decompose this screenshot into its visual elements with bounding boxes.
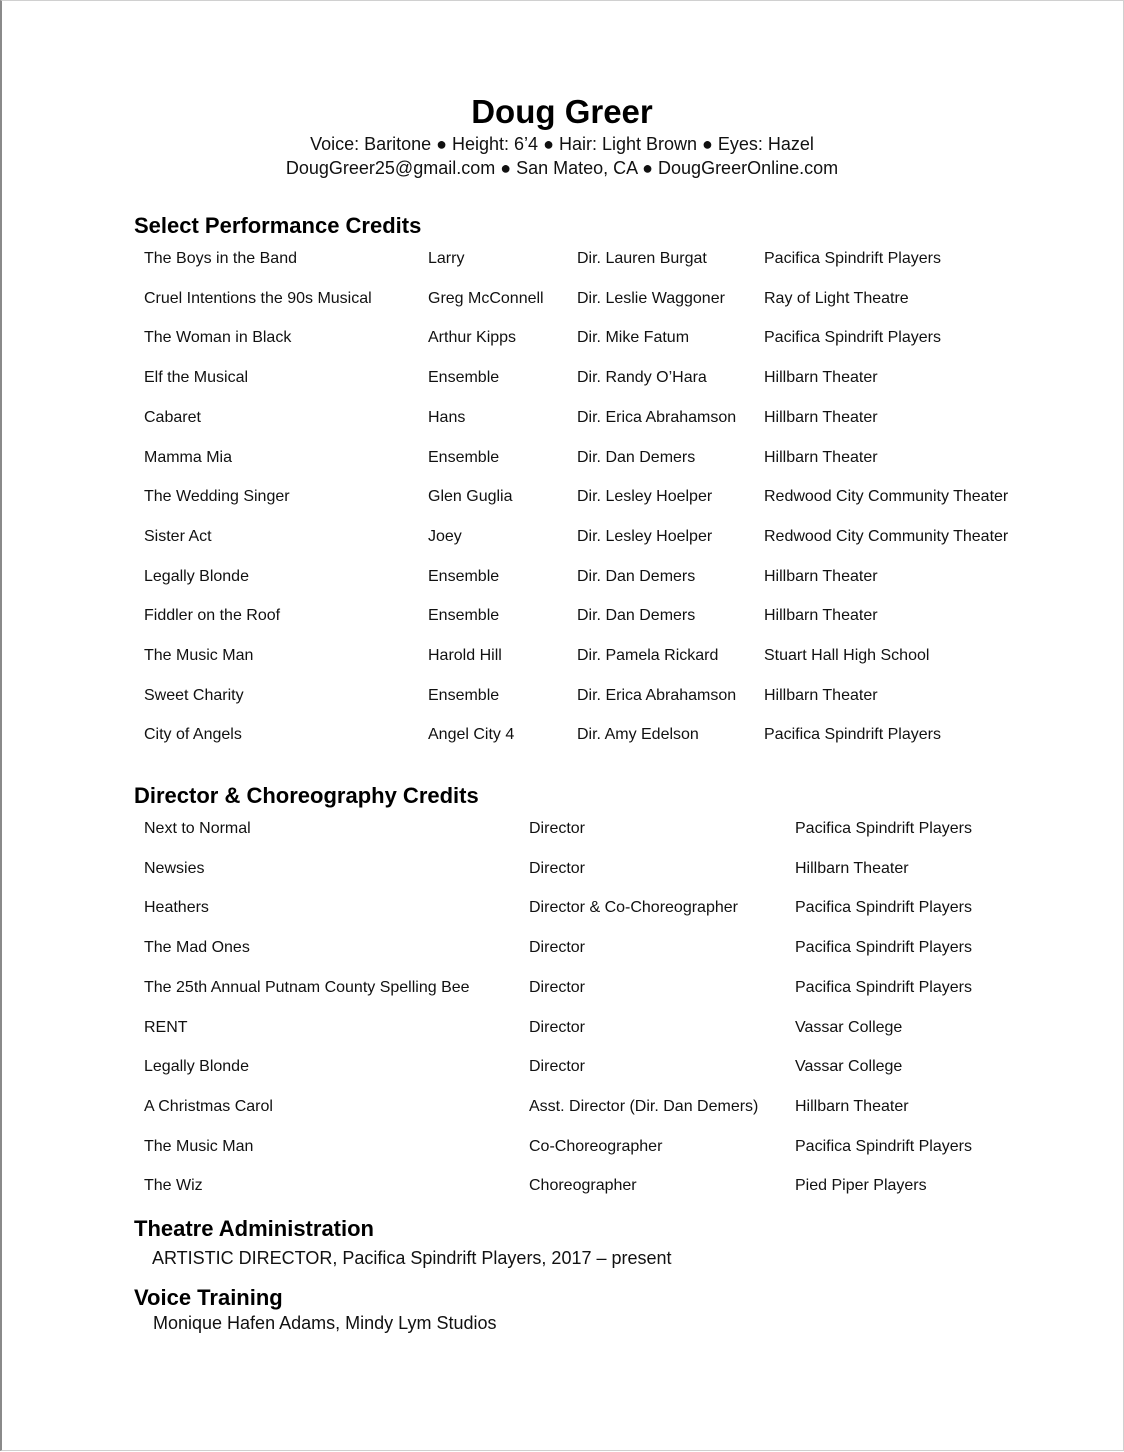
performance-credit-company: Ray of Light Theatre <box>764 289 909 307</box>
administration-entry: ARTISTIC DIRECTOR, Pacifica Spindrift Players, 2017 – present <box>152 1248 672 1268</box>
performance-credit-row <box>144 367 1044 389</box>
director-credit-show: The Music Man <box>144 1137 254 1155</box>
performance-credit-show: Legally Blonde <box>144 567 249 585</box>
performance-credit-row <box>144 566 1044 588</box>
performance-credit-row <box>144 327 1044 349</box>
director-credit-role: Director <box>529 820 586 837</box>
performance-credit-role: Larry <box>428 250 465 267</box>
performance-credit-row <box>144 248 1044 270</box>
performance-credit-role: Joey <box>428 527 462 545</box>
performance-credit-director: Dir. Mike Fatum <box>577 329 690 347</box>
director-credit-role: Director <box>529 859 586 877</box>
performance-credit-director: Dir. Leslie Waggoner <box>577 289 725 307</box>
director-credit-show: The 25th Annual Putnam County Spelling Bee <box>144 978 470 996</box>
performance-credit-row <box>144 447 1044 469</box>
performance-credits-title: Select Performance Credits <box>134 213 422 238</box>
director-credit-company: Pied Piper Players <box>795 1177 927 1195</box>
director-credit-role: Director <box>529 978 586 996</box>
performance-credit-director: Dir. Dan Demers <box>577 607 696 625</box>
performance-credit-row <box>144 605 1044 627</box>
performance-credit-company: Hillbarn Theater <box>764 448 878 466</box>
performance-credit-row <box>144 526 1044 548</box>
director-credit-role: Asst. Director (Dir. Dan Demers) <box>529 1097 759 1115</box>
performance-credit-director: Dir. Randy O’Hara <box>577 369 707 387</box>
performance-credit-show: Sweet Charity <box>144 686 244 704</box>
performance-credit-row <box>144 407 1044 429</box>
performance-credit-role: Ensemble <box>428 607 500 625</box>
director-credit-row <box>144 858 1044 880</box>
performance-credit-company: Pacifica Spindrift Players <box>764 329 941 347</box>
director-credit-show: Newsies <box>144 859 205 877</box>
performance-credit-role: Angel City 4 <box>428 726 515 744</box>
performance-credit-company: Hillbarn Theater <box>764 369 878 387</box>
director-credit-role: Director & Co-Choreographer <box>529 899 738 917</box>
performance-credit-director: Dir. Amy Edelson <box>577 726 699 744</box>
performance-credit-show: The Boys in the Band <box>144 250 297 267</box>
director-credit-company: Pacifica Spindrift Players <box>795 820 972 837</box>
director-credit-row <box>144 1136 1044 1158</box>
performance-credit-director: Dir. Lesley Hoelper <box>577 488 713 506</box>
performance-credit-company: Hillbarn Theater <box>764 408 878 426</box>
director-credit-row <box>144 1175 1044 1197</box>
performance-credit-show: City of Angels <box>144 726 242 744</box>
resume-header <box>0 92 1124 180</box>
performance-credit-director: Dir. Lauren Burgat <box>577 250 707 267</box>
director-credit-row <box>144 897 1044 919</box>
director-credit-show: A Christmas Carol <box>144 1097 273 1115</box>
director-credit-show: Next to Normal <box>144 820 251 837</box>
performance-credit-row <box>144 685 1044 707</box>
director-credit-row <box>144 818 1044 840</box>
performance-credit-row <box>144 724 1044 746</box>
voice-training-title: Voice Training <box>134 1285 283 1310</box>
performance-credit-company: Pacifica Spindrift Players <box>764 250 941 267</box>
performance-credit-director: Dir. Lesley Hoelper <box>577 527 713 545</box>
performance-credit-show: Cruel Intentions the 90s Musical <box>144 289 372 307</box>
performance-credit-company: Pacifica Spindrift Players <box>764 726 941 744</box>
director-credit-role: Director <box>529 1018 586 1036</box>
director-credit-show: RENT <box>144 1018 188 1036</box>
performance-credit-role: Ensemble <box>428 567 500 585</box>
director-credit-row <box>144 1017 1044 1039</box>
performance-credit-director: Dir. Dan Demers <box>577 448 696 466</box>
performer-name: Doug Greer <box>471 93 653 130</box>
director-credit-company: Hillbarn Theater <box>795 1097 909 1115</box>
director-credit-company: Pacifica Spindrift Players <box>795 939 972 957</box>
stats-line: Voice: Baritone ● Height: 6’4 ● Hair: Light Brown ● Eyes: Hazel <box>310 134 814 154</box>
director-credit-show: Legally Blonde <box>144 1058 249 1076</box>
director-credit-company: Vassar College <box>795 1018 903 1036</box>
performance-credit-role: Hans <box>428 408 466 426</box>
performance-credit-director: Dir. Erica Abrahamson <box>577 686 737 704</box>
director-credits-title: Director & Choreography Credits <box>134 783 479 808</box>
director-credit-company: Pacifica Spindrift Players <box>795 978 972 996</box>
performance-credit-company: Hillbarn Theater <box>764 607 878 625</box>
director-credit-row <box>144 1096 1044 1118</box>
director-credit-role: Director <box>529 1058 586 1076</box>
performance-credit-director: Dir. Pamela Rickard <box>577 647 719 664</box>
director-credit-row <box>144 937 1044 959</box>
performance-credit-role: Arthur Kipps <box>428 329 517 347</box>
performance-credit-role: Greg McConnell <box>428 289 544 307</box>
director-credit-company: Vassar College <box>795 1058 903 1076</box>
performance-credit-company: Redwood City Community Theater <box>764 527 1009 545</box>
performance-credit-show: The Music Man <box>144 647 254 664</box>
director-credit-company: Pacifica Spindrift Players <box>795 1137 972 1155</box>
director-credit-row <box>144 1056 1044 1078</box>
contact-line: DougGreer25@gmail.com ● San Mateo, CA ● DougGreerOnline.com <box>285 158 839 178</box>
performance-credit-company: Hillbarn Theater <box>764 567 878 585</box>
director-credit-show: Heathers <box>144 899 209 917</box>
director-credit-company: Hillbarn Theater <box>795 859 909 877</box>
director-credit-show: The Mad Ones <box>144 939 250 957</box>
performance-credit-company: Redwood City Community Theater <box>764 488 1009 506</box>
performance-credit-role: Ensemble <box>428 686 500 704</box>
performance-credit-show: Elf the Musical <box>144 369 249 387</box>
director-credit-role: Choreographer <box>529 1177 637 1195</box>
performance-credit-row <box>144 486 1044 508</box>
director-credit-company: Pacifica Spindrift Players <box>795 899 972 917</box>
performance-credit-show: Mamma Mia <box>144 448 233 466</box>
performance-credit-role: Harold Hill <box>428 647 502 664</box>
theatre-administration-title: Theatre Administration <box>134 1216 374 1241</box>
performance-credit-row <box>144 288 1044 310</box>
performance-credit-role: Ensemble <box>428 448 500 466</box>
performance-credit-director: Dir. Dan Demers <box>577 567 696 585</box>
director-credit-row <box>144 977 1044 999</box>
performance-credit-show: The Wedding Singer <box>144 488 290 506</box>
performance-credit-show: The Woman in Black <box>144 329 292 347</box>
performance-credit-company: Hillbarn Theater <box>764 686 878 704</box>
director-credit-role: Co-Choreographer <box>529 1137 663 1155</box>
performance-credit-director: Dir. Erica Abrahamson <box>577 408 737 426</box>
performance-credit-role: Glen Guglia <box>428 488 513 506</box>
performance-credit-show: Fiddler on the Roof <box>144 607 281 625</box>
performance-credit-show: Sister Act <box>144 527 212 545</box>
director-credit-role: Director <box>529 939 586 957</box>
performance-credit-role: Ensemble <box>428 369 500 387</box>
performance-credit-row <box>144 645 1044 667</box>
voice-training-entry: Monique Hafen Adams, Mindy Lym Studios <box>153 1313 497 1333</box>
director-credit-show: The Wiz <box>144 1177 203 1195</box>
performance-credit-show: Cabaret <box>144 408 201 426</box>
performance-credit-company: Stuart Hall High School <box>764 647 930 664</box>
